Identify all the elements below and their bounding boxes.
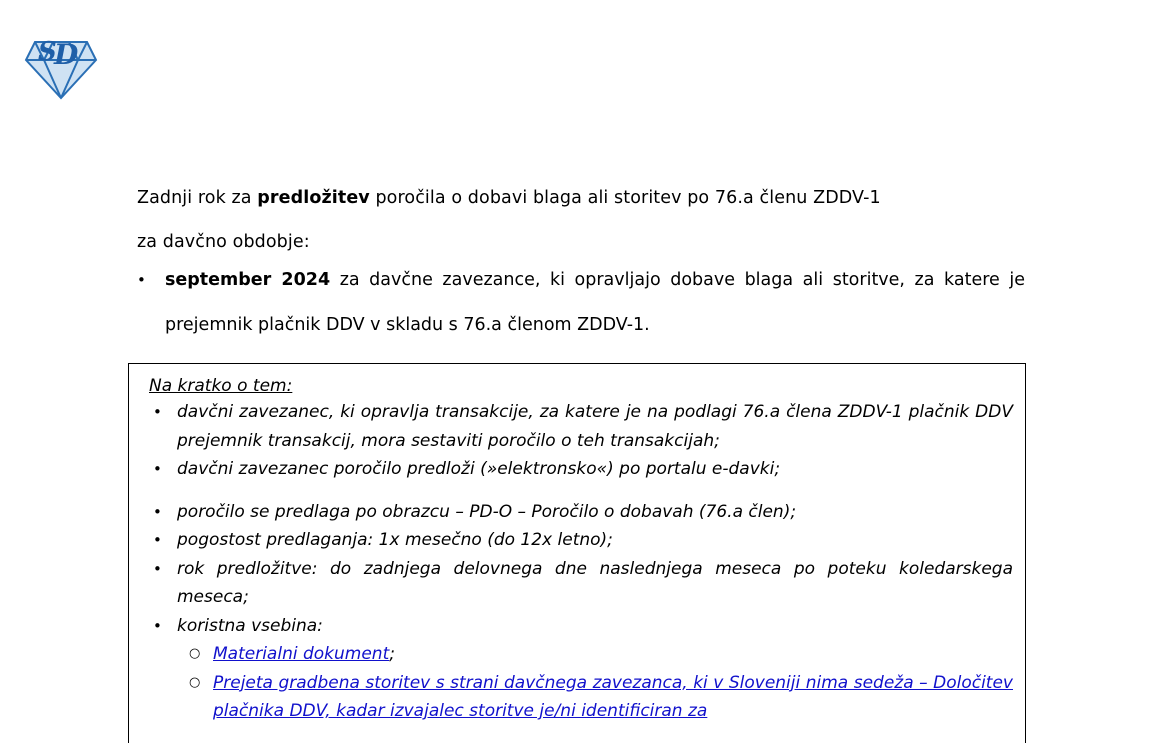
list-item (141, 498, 1013, 527)
intro-line-1-pre: Zadnji rok za (137, 188, 258, 208)
svg-text:S: S (38, 37, 57, 67)
circle-bullet-icon: ○ (189, 646, 201, 661)
sd-logo (22, 30, 100, 102)
list-item-text: davčni zavezanec poročilo predloži (»elektronsko«) po portalu e-davki; (177, 459, 781, 479)
summary-box-title: Na kratko o tem: (149, 376, 293, 396)
list-item-text: davčni zavezanec, ki opravlja transakcije, za katere je na podlagi 76.a člena ZDDV-1 plačnik DDV prejemnik transakcij, mora sestaviti poročilo o teh transakcijah; (177, 402, 1013, 451)
bullet-icon: • (153, 559, 162, 578)
bullet-icon: • (153, 502, 162, 521)
intro-line-1-bold: predložitev (257, 188, 370, 208)
list-item (141, 640, 1013, 669)
link-prejeta-gradbena-storitev[interactable]: Prejeta gradbena storitev s strani davčnega zavezanca, ki v Sloveniji nima sedeža – Določitev plačnika DDV, kadar izvajalec storitve je/ni identificiran za (213, 672, 1013, 721)
list-item (141, 455, 1013, 484)
intro-line-2: za davčno obdobje: (137, 232, 310, 252)
top-bullet-bold: september 2024 (165, 270, 331, 290)
link-materialni-dokument[interactable]: Materialni dokument (213, 644, 390, 664)
bullet-icon: • (137, 271, 146, 289)
circle-bullet-icon: ○ (189, 674, 201, 690)
list-item (141, 612, 1013, 641)
top-bullet-rest: za davčne zavezance, ki opravljajo dobave blaga ali storitve, za katere je prejemnik plačnik DDV v skladu s 76.a členom ZDDV-1. (165, 270, 1026, 335)
list-item-text: poročilo se predlaga po obrazcu – PD-O – Poročilo o dobavah (76.a člen); (177, 501, 797, 522)
bullet-icon: • (153, 531, 162, 549)
top-bullet-text (165, 258, 1025, 348)
list-item (141, 526, 1013, 555)
summary-box-list (141, 398, 1013, 726)
list-item-suffix: ; (389, 644, 395, 664)
top-bullet-list (137, 258, 1025, 348)
list-item-text: pogostost predlaganja: 1x mesečno (do 12x letno); (177, 530, 613, 550)
intro-line-1 (137, 176, 1025, 220)
svg-text:D: D (54, 38, 79, 71)
bullet-icon: • (153, 460, 162, 478)
list-item (137, 258, 1025, 348)
bullet-icon: • (153, 403, 162, 421)
list-item-text: koristna vsebina: (177, 615, 323, 636)
list-spacer (141, 484, 1013, 498)
intro-paragraph (137, 176, 1025, 264)
list-item-text: rok predložitve: do zadnjega delovnega dne naslednjega meseca po poteku koledarskega meseca; (177, 558, 1013, 607)
list-item (141, 398, 1013, 455)
bullet-icon: • (153, 616, 162, 635)
list-item (141, 669, 1013, 726)
summary-box (128, 363, 1026, 743)
intro-line-1-post: poročila o dobavi blaga ali storitev po 76.a členu ZDDV-1 (369, 188, 881, 208)
list-item (141, 555, 1013, 612)
